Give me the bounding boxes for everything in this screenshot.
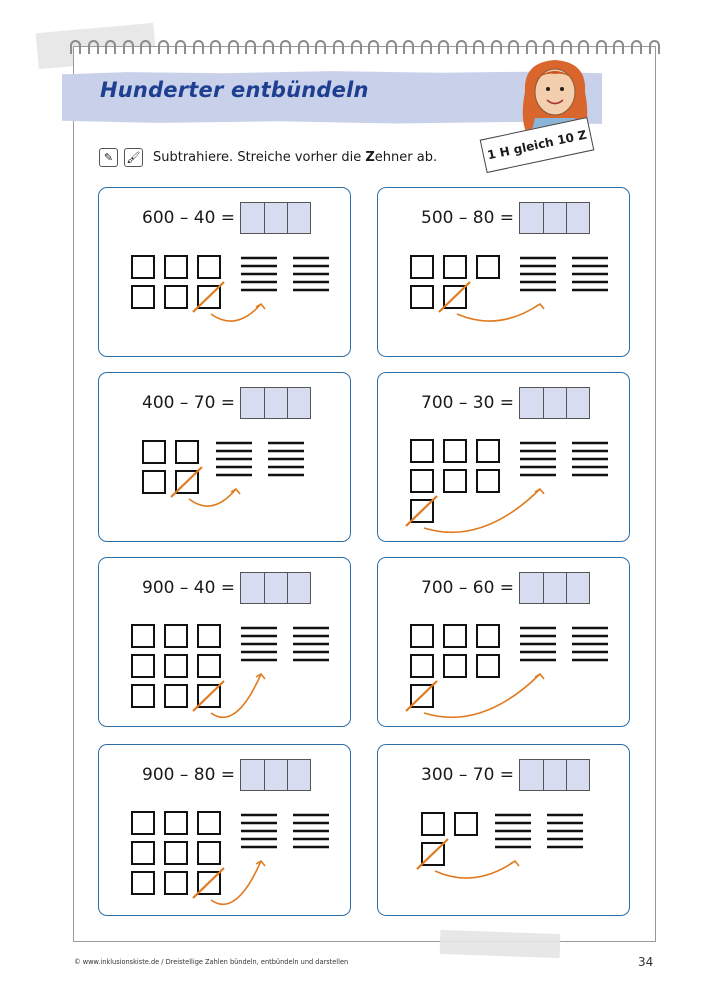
tape-strip-bottom xyxy=(440,930,561,958)
hundred-square xyxy=(198,812,220,834)
equation-text: 600 – 40 = xyxy=(142,208,236,228)
hundred-square xyxy=(444,625,466,647)
hundred-square xyxy=(165,872,187,894)
place-value-drawing xyxy=(99,745,352,917)
binder-ring xyxy=(263,40,274,54)
exercise-card xyxy=(377,557,630,727)
hundred-square xyxy=(165,256,187,278)
equation-text: 400 – 70 = xyxy=(142,393,236,413)
hundred-square xyxy=(411,655,433,677)
equation-text: 700 – 60 = xyxy=(421,578,515,598)
arrow-line xyxy=(435,861,515,878)
binder-ring xyxy=(70,40,81,54)
arrow-line xyxy=(457,304,540,321)
hundred-square xyxy=(132,685,154,707)
binder-ring xyxy=(210,40,221,54)
binder-ring xyxy=(105,40,116,54)
exercise-card xyxy=(377,744,630,916)
page-number: 34 xyxy=(638,955,654,969)
equation-text: 500 – 80 = xyxy=(421,208,515,228)
arrow-line xyxy=(424,489,540,532)
brush-icon: 🖌 xyxy=(124,148,143,167)
place-value-drawing xyxy=(99,188,352,358)
hundred-square xyxy=(411,625,433,647)
hundred-square xyxy=(143,471,165,493)
hundred-square xyxy=(165,286,187,308)
pencil-icon: ✎ xyxy=(99,148,118,167)
copyright-footer: © www.inklusionskiste.de / Dreistellige Zahlen bündeln, entbündeln und darstellen xyxy=(74,958,349,966)
hundred-square xyxy=(444,440,466,462)
binder-ring xyxy=(228,40,239,54)
place-value-drawing xyxy=(378,373,631,543)
binder-ring xyxy=(88,40,99,54)
binder-ring xyxy=(368,40,379,54)
hundred-square xyxy=(444,470,466,492)
binder-ring xyxy=(649,40,660,54)
hundred-square xyxy=(198,842,220,864)
hundred-square xyxy=(165,685,187,707)
hundred-square xyxy=(477,440,499,462)
binder-ring xyxy=(333,40,344,54)
arrow-head xyxy=(535,304,544,309)
binder-ring xyxy=(473,40,484,54)
binder-ring xyxy=(491,40,502,54)
equation-text: 300 – 70 = xyxy=(421,765,515,785)
hundred-square xyxy=(455,813,477,835)
exercise-card xyxy=(98,557,351,727)
exercise-card xyxy=(98,372,351,542)
exercise-card xyxy=(98,187,351,357)
binder-ring xyxy=(175,40,186,54)
hundred-square xyxy=(132,872,154,894)
binder-ring xyxy=(193,40,204,54)
binder-ring xyxy=(438,40,449,54)
hundred-square xyxy=(411,470,433,492)
hundred-square xyxy=(411,440,433,462)
page-title: Hunderter entbündeln xyxy=(100,78,369,102)
hundred-square xyxy=(176,441,198,463)
place-value-drawing xyxy=(378,745,631,917)
hundred-square xyxy=(165,625,187,647)
hundred-square xyxy=(132,842,154,864)
binder-ring xyxy=(386,40,397,54)
exercise-card xyxy=(377,187,630,357)
binder-ring xyxy=(158,40,169,54)
hundred-square xyxy=(477,655,499,677)
hint-sign: 1 H gleich 10 Z xyxy=(480,117,595,173)
binder-ring xyxy=(315,40,326,54)
hundred-square xyxy=(132,812,154,834)
binder-rings xyxy=(70,34,660,54)
binder-ring xyxy=(613,40,624,54)
hundred-square xyxy=(477,470,499,492)
hundred-square xyxy=(198,625,220,647)
hundred-square xyxy=(444,256,466,278)
hundred-square xyxy=(411,256,433,278)
place-value-drawing xyxy=(378,558,631,728)
place-value-drawing xyxy=(378,188,631,358)
hundred-square xyxy=(422,813,444,835)
exercise-card xyxy=(98,744,351,916)
binder-ring xyxy=(245,40,256,54)
hundred-square xyxy=(477,256,499,278)
binder-ring xyxy=(351,40,362,54)
hundred-square xyxy=(198,256,220,278)
hundred-square xyxy=(165,655,187,677)
binder-ring xyxy=(631,40,642,54)
arrow-line xyxy=(424,674,540,717)
hundred-square xyxy=(132,655,154,677)
binder-ring xyxy=(280,40,291,54)
arrow-head xyxy=(510,861,519,866)
hundred-square xyxy=(198,655,220,677)
equation-text: 700 – 30 = xyxy=(421,393,515,413)
hundred-square xyxy=(132,256,154,278)
instruction-row xyxy=(99,148,437,167)
instruction-text: Subtrahiere. Streiche vorher die Zehner ab. xyxy=(153,150,438,165)
equation-text: 900 – 80 = xyxy=(142,765,236,785)
binder-ring xyxy=(298,40,309,54)
hundred-square xyxy=(165,812,187,834)
binder-ring xyxy=(456,40,467,54)
hundred-square xyxy=(143,441,165,463)
place-value-drawing xyxy=(99,558,352,728)
place-value-drawing xyxy=(99,373,352,543)
hundred-square xyxy=(132,286,154,308)
equation-text: 900 – 40 = xyxy=(142,578,236,598)
hundred-square xyxy=(165,842,187,864)
hundred-square xyxy=(477,625,499,647)
hundred-square xyxy=(444,655,466,677)
hundred-square xyxy=(411,286,433,308)
binder-ring xyxy=(421,40,432,54)
binder-ring xyxy=(140,40,151,54)
binder-ring xyxy=(123,40,134,54)
binder-ring xyxy=(403,40,414,54)
hundred-square xyxy=(132,625,154,647)
exercise-card xyxy=(377,372,630,542)
